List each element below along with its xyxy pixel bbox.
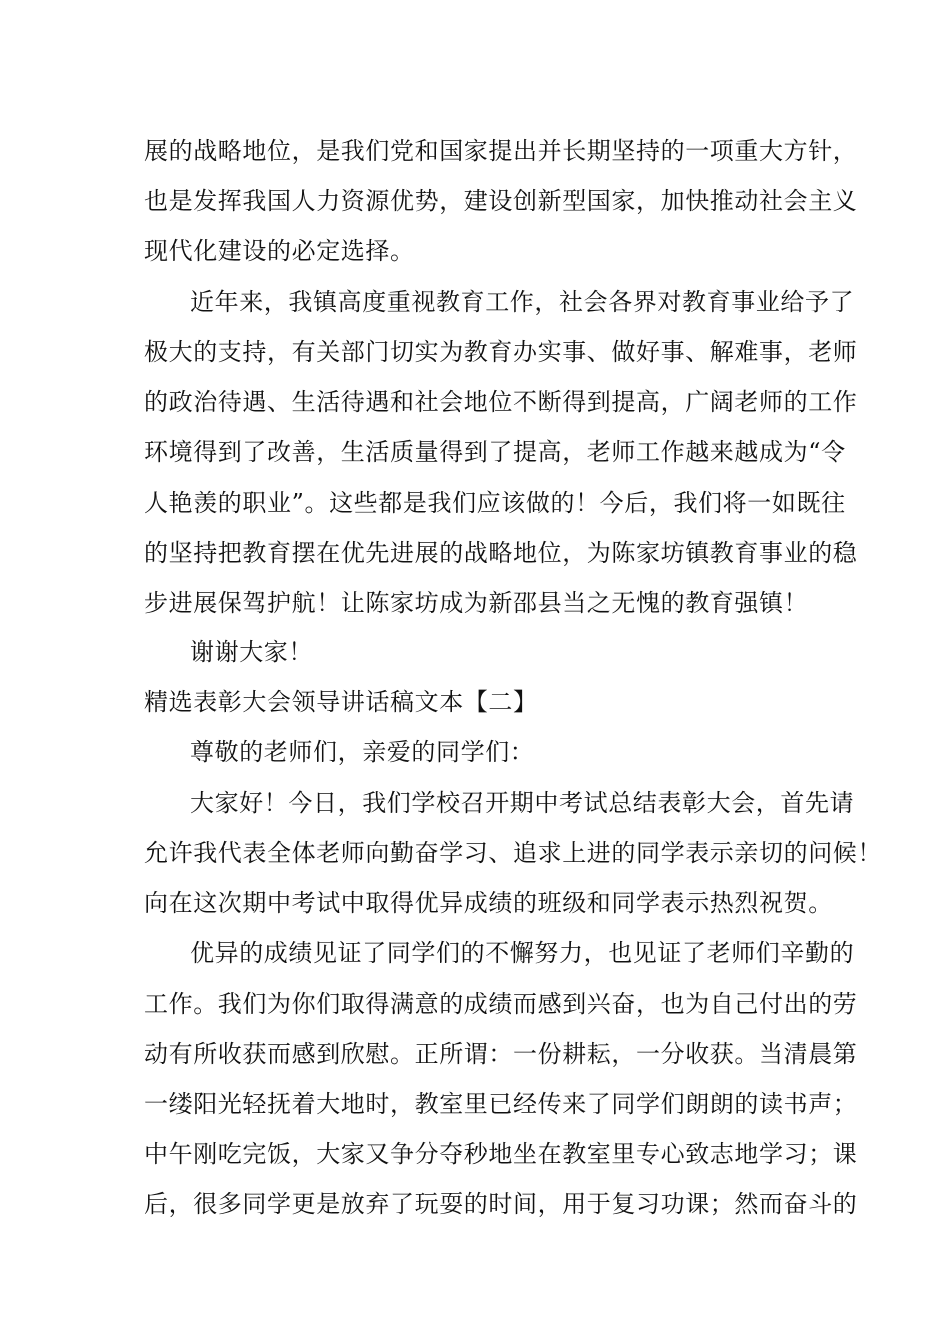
paragraph-first-line: 大家好！今日，我们学校召开期中考试总结表彰大会，首先请 <box>190 789 855 817</box>
body-text-line: 一缕阳光轻抚着大地时，教室里已经传来了同学们朗朗的读书声； <box>144 1090 858 1118</box>
body-text-line: 人艳羡的职业”。这些都是我们应该做的！今后，我们将一如既往 <box>144 489 846 517</box>
body-text-line: 工作。我们为你们取得满意的成绩而感到兴奋，也为自己付出的劳 <box>144 990 858 1018</box>
salutation-line: 尊敬的老师们，亲爱的同学们： <box>190 738 535 766</box>
body-text-line: 展的战略地位，是我们党和国家提出并长期坚持的一项重大方针， <box>144 137 858 165</box>
body-text-line: 现代化建设的必定选择。 <box>144 237 415 265</box>
closing-line: 谢谢大家！ <box>190 638 313 666</box>
body-text-line: 向在这次期中考试中取得优异成绩的班级和同学表示热烈祝贺。 <box>144 889 833 917</box>
body-text-line: 步进展保驾护航！让陈家坊成为新邵县当之无愧的教育强镇！ <box>144 589 809 617</box>
body-text-line: 中午刚吃完饭，大家又争分夺秒地坐在教室里专心致志地学习；课 <box>144 1140 858 1168</box>
paragraph-first-line: 近年来，我镇高度重视教育工作，社会各界对教育事业给予了 <box>190 288 855 316</box>
body-text-line: 极大的支持，有关部门切实为教育办实事、做好事、解难事，老师 <box>144 338 858 366</box>
body-text-line: 的政治待遇、生活待遇和社会地位不断得到提高，广阔老师的工作 <box>144 388 858 416</box>
section-heading: 精选表彰大会领导讲话稿文本【二】 <box>144 688 538 716</box>
body-text-line: 后，很多同学更是放弃了玩耍的时间，用于复习功课；然而奋斗的 <box>144 1190 858 1218</box>
body-text-line: 允许我代表全体老师向勤奋学习、追求上进的同学表示亲切的问候！ <box>144 839 882 867</box>
body-text-line: 动有所收获而感到欣慰。正所谓：一份耕耘，一分收获。当清晨第 <box>144 1040 858 1068</box>
body-text-line: 也是发挥我国人力资源优势，建设创新型国家，加快推动社会主义 <box>144 187 858 215</box>
paragraph-first-line: 优异的成绩见证了同学们的不懈努力，也见证了老师们辛勤的 <box>190 939 855 967</box>
body-text-line: 的坚持把教育摆在优先进展的战略地位，为陈家坊镇教育事业的稳 <box>144 539 858 567</box>
body-text-line: 环境得到了改善，生活质量得到了提高，老师工作越来越成为“令 <box>144 438 846 466</box>
